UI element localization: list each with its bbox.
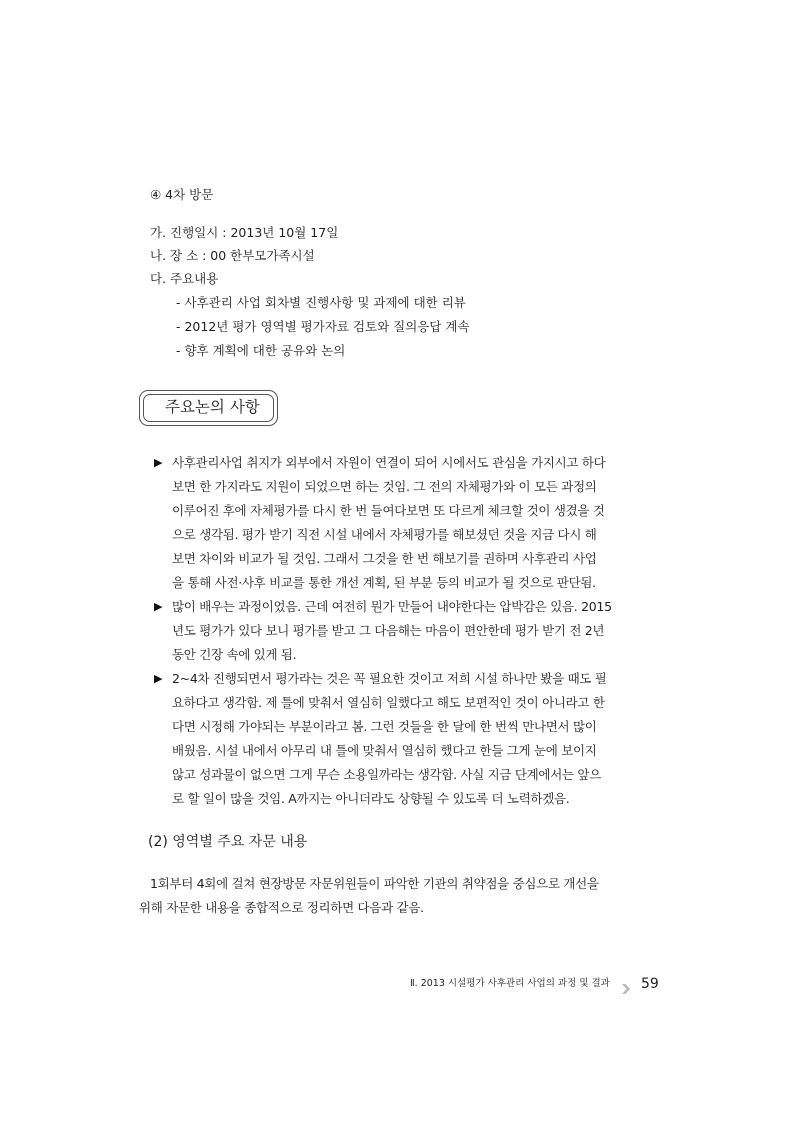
visit-date: 가. 진행일시 : 2013년 10월 17일	[150, 225, 339, 240]
bullet-line: 동안 긴장 속에 있게 됨.	[172, 647, 297, 662]
visit-content-label: 다. 주요내용	[150, 271, 219, 286]
bullet-line: 배웠음. 시설 내에서 아무리 내 틀에 맞춰서 열심히 했다고 한들 그게 눈에 보이지	[172, 743, 597, 758]
visit-item: - 사후관리 사업 회차별 진행사항 및 과제에 대한 리뷰	[176, 295, 466, 310]
section2-paragraph-line: 위해 자문한 내용을 종합적으로 정리하면 다음과 같음.	[139, 900, 424, 915]
bullet-line: 을 통해 사전·사후 비교를 통한 개선 계획, 된 부분 등의 비교가 될 것으로 판단됨.	[172, 575, 596, 590]
section2-paragraph-line: 1회부터 4회에 걸쳐 현장방문 자문위원들이 파악한 기관의 취약점을 중심으로 개선을	[150, 876, 599, 891]
triangle-bullet-icon: ▶	[154, 600, 163, 613]
discussion-title: 주요논의 사항	[165, 398, 260, 416]
footer-chapter: Ⅱ. 2013 시설평가 사후관리 사업의 과정 및 결과	[410, 978, 610, 989]
visit-place: 나. 장 소 : 00 한부모가족시설	[150, 248, 315, 263]
bullet-line: 으로 생각됨. 평가 받기 직전 시설 내에서 자체평가를 해보셨던 것을 지금 다시 해	[172, 527, 597, 542]
visit-item: - 향후 계획에 대한 공유와 논의	[176, 343, 346, 358]
bullet-line: 보면 한 가지라도 지원이 되었으면 하는 것임. 그 전의 자체평가와 이 모든 과정의	[172, 479, 597, 494]
page-number: 59	[641, 976, 659, 992]
bullet-line: 사후관리사업 취지가 외부에서 자원이 연결이 되어 시에서도 관심을 가지시고 하다	[172, 455, 606, 470]
bullet-line: 많이 배우는 과정이었음. 근데 여전히 뭔가 만들어 내야한다는 압박감은 있음. 2015	[172, 599, 612, 614]
visit-heading: ④ 4차 방문	[150, 187, 214, 202]
visit-item: - 2012년 평가 영역별 평가자료 검토와 질의응답 계속	[176, 319, 470, 334]
bullet-line: 보면 차이와 비교가 될 것임. 그래서 그것을 한 번 해보기를 권하며 사후관리 사업	[172, 551, 597, 566]
bullet-line: 로 할 일이 많을 것임. A까지는 아니더라도 상향될 수 있도록 더 노력하겠음.	[172, 791, 570, 806]
bullet-line: 다면 시정해 가야되는 부분이라고 봄. 그런 것들을 한 달에 한 번씩 만나면서 많이	[172, 719, 597, 734]
bullet-line: 년도 평가가 있다 보니 평가를 받고 그 다음해는 마음이 편안한데 평가 받기 전 2년	[172, 623, 605, 638]
bullet-line: 요하다고 생각함. 제 틀에 맞춰서 열심히 일했다고 해도 보편적인 것이 아니라고 한	[172, 695, 605, 710]
bullet-line: 이루어진 후에 자체평가를 다시 한 번 들여다보면 또 다르게 체크할 것이 생겼을 것	[172, 503, 605, 518]
section2-heading: (2) 영역별 주요 자문 내용	[148, 834, 308, 850]
triangle-bullet-icon: ▶	[154, 672, 163, 685]
bullet-line: 2~4차 진행되면서 평가라는 것은 꼭 필요한 것이고 저희 시설 하나만 봤을 때도 필	[172, 671, 607, 686]
bullet-line: 않고 성과물이 없으면 그게 무슨 소용일까라는 생각함. 사실 지금 단계에서는 앞으	[172, 767, 601, 782]
triangle-bullet-icon: ▶	[154, 456, 163, 469]
chevron-right-icon	[622, 979, 630, 998]
